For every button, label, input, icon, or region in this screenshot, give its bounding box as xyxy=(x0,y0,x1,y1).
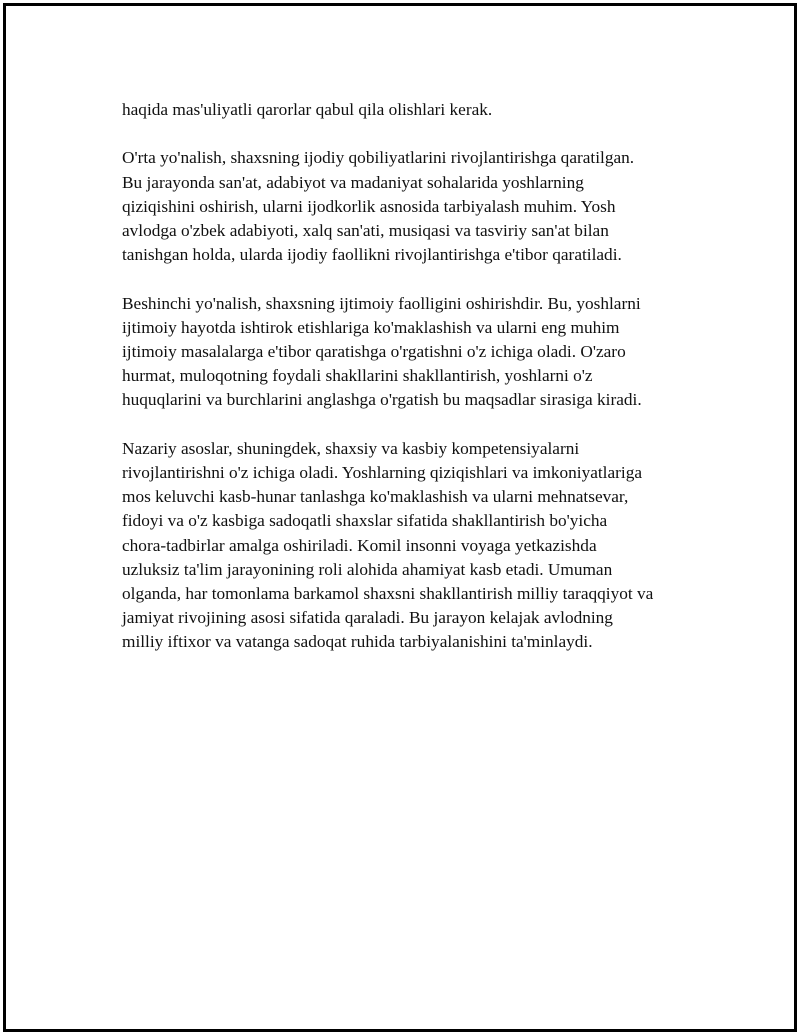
text-line: avlodga o'zbek adabiyoti, xalq san'ati, musiqasi va tasviriy san'at bilan xyxy=(122,221,609,240)
text-line: Beshinchi yo'nalish, shaxsning ijtimoiy faolligini oshirishdir. Bu, yoshlarni xyxy=(122,293,641,313)
text-line: uzluksiz ta'lim jarayonining roli alohida ahamiyat kasb etadi. Umuman xyxy=(122,559,613,579)
text-line: jamiyat rivojining asosi sifatida qaraladi. Bu jarayon kelajak avlodning xyxy=(122,608,613,628)
text-line: ijtimoiy hayotda ishtirok etishlariga ko'maklashish va ularni eng muhim xyxy=(122,317,620,337)
text-line: tanishgan holda, ularda ijodiy faollikni rivojlantirishga e'tibor qaratiladi. xyxy=(122,245,622,265)
paragraph-1 xyxy=(122,98,722,122)
text-line: chora-tadbirlar amalga oshiriladi. Komil insonni voyaga yetkazishda xyxy=(122,535,597,555)
text-line: Nazariy asoslar, shuningdek, shaxsiy va kasbiy kompetensiyalarni xyxy=(122,438,580,458)
text-line: milliy iftixor va vatanga sadoqat ruhida tarbiyalanishini ta'minlaydi. xyxy=(122,632,593,652)
paragraph-2 xyxy=(122,146,722,267)
text-line: O'rta yo'nalish, shaxsning ijodiy qobiliyatlarini rivojlantirishga qaratilgan. xyxy=(122,148,635,168)
text-line: fidoyi va o'z kasbiga sadoqatli shaxslar sifatida shakllantirish bo'yicha xyxy=(122,511,608,531)
text-line: mos keluvchi kasb-hunar tanlashga ko'maklashish va ularni mehnatsevar, xyxy=(122,487,629,507)
paragraph-4 xyxy=(122,437,722,655)
text-line: hurmat, muloqotning foydali shakllarini shakllantirish, yoshlarni o'z xyxy=(122,366,593,386)
paragraph-3 xyxy=(122,292,722,413)
text-line: ijtimoiy masalalarga e'tibor qaratishga o'rgatishni o'z ichiga oladi. O'zaro xyxy=(122,342,626,361)
text-line: qiziqishini oshirish, ularni ijodkorlik asnosida tarbiyalash muhim. Yosh xyxy=(122,196,616,216)
document-body xyxy=(122,98,722,679)
text-line: Bu jarayonda san'at, adabiyot va madaniyat sohalarida yoshlarning xyxy=(122,172,584,192)
text-line: huquqlarini va burchlarini anglashga o'rgatish bu maqsadlar sirasiga kiradi. xyxy=(122,390,642,410)
text-line: haqida mas'uliyatli qarorlar qabul qila olishlari kerak. xyxy=(122,100,493,119)
text-line: rivojlantirishni o'z ichiga oladi. Yoshlarning qiziqishlari va imkoniyatlariga xyxy=(122,463,643,482)
text-line: olganda, har tomonlama barkamol shaxsni shakllantirish milliy taraqqiyot va xyxy=(122,584,654,604)
document-page xyxy=(3,3,797,1032)
